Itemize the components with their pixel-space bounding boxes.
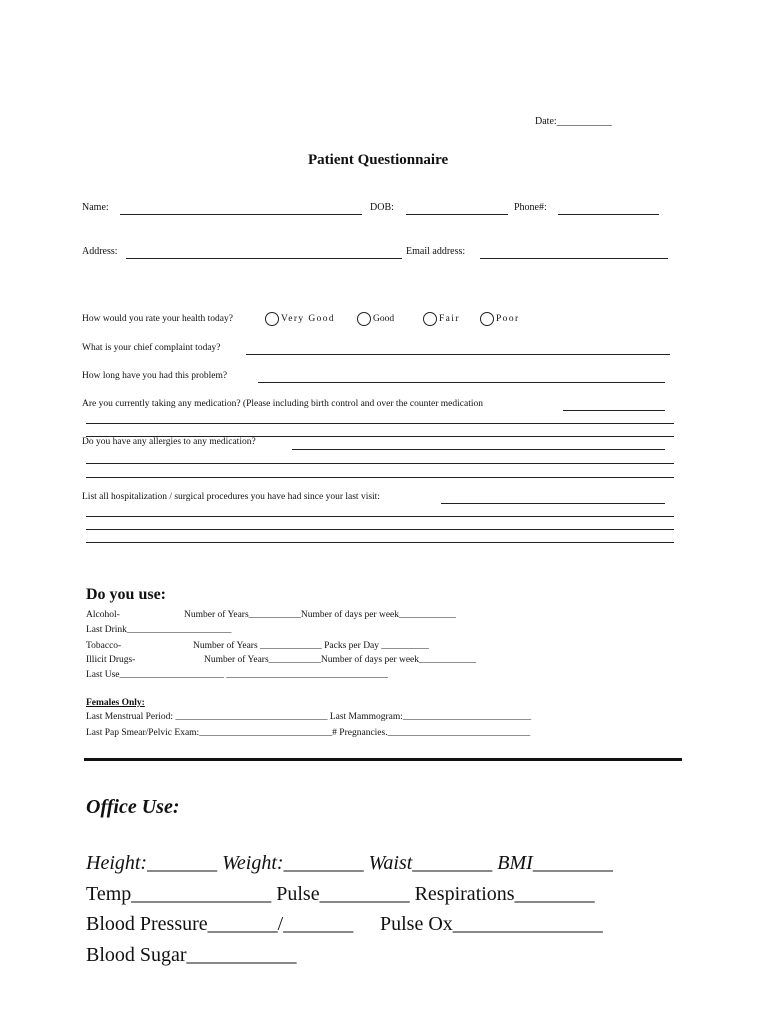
medication-field-1[interactable] xyxy=(563,410,665,411)
radio-icon[interactable] xyxy=(265,312,279,326)
radio-icon[interactable] xyxy=(357,312,371,326)
medication-label: Are you currently taking any medication? (Please including birth control and over the counter medication xyxy=(82,399,483,409)
allergies-label: Do you have any allergies to any medication? xyxy=(82,437,256,447)
tobacco-label: Tobacco- xyxy=(86,641,122,651)
allergies-field-3[interactable] xyxy=(86,477,674,478)
hospitalization-field-4[interactable] xyxy=(86,542,674,543)
pulse-ox-field[interactable]: Pulse Ox_______________ xyxy=(380,913,603,935)
allergies-field-1[interactable] xyxy=(292,449,665,450)
address-field[interactable] xyxy=(126,258,402,259)
email-label: Email address: xyxy=(406,246,466,257)
chief-complaint-label: What is your chief complaint today? xyxy=(82,343,221,353)
chief-complaint-field[interactable] xyxy=(246,354,670,355)
hospitalization-field-3[interactable] xyxy=(86,529,674,530)
illicit-label: Illicit Drugs- xyxy=(86,655,136,665)
radio-icon[interactable] xyxy=(423,312,437,326)
lmp-fields[interactable]: Last Menstrual Period: ________________________________ Last Mammogram:___________________________ xyxy=(86,712,532,722)
option-poor[interactable]: Poor xyxy=(480,312,520,326)
phone-field[interactable] xyxy=(558,214,659,215)
name-field[interactable] xyxy=(120,214,362,215)
radio-icon[interactable] xyxy=(480,312,494,326)
how-long-field[interactable] xyxy=(258,382,665,383)
last-use-field[interactable]: Last Use______________________ __________________________________ xyxy=(86,670,388,680)
health-rating-label: How would you rate your health today? xyxy=(82,314,233,324)
how-long-label: How long have you had this problem? xyxy=(82,371,228,381)
dob-label: DOB: xyxy=(370,202,394,213)
address-label: Address: xyxy=(82,246,118,257)
pap-fields[interactable]: Last Pap Smear/Pelvic Exam:____________________________# Pregnancies.______________________________ xyxy=(86,728,531,738)
name-label: Name: xyxy=(82,202,109,213)
date-field[interactable]: Date:___________ xyxy=(535,116,612,127)
alcohol-label: Alcohol- xyxy=(86,610,120,620)
option-fair[interactable]: Fair xyxy=(423,312,460,326)
allergies-field-2[interactable] xyxy=(86,463,674,464)
section-divider xyxy=(84,758,682,761)
hospitalization-label: List all hospitalization / surgical procedures you have had since your last visit: xyxy=(82,492,380,502)
tobacco-fields[interactable]: Number of Years _____________ Packs per Day __________ xyxy=(193,641,429,651)
medication-field-2[interactable] xyxy=(86,423,674,424)
hospitalization-field-1[interactable] xyxy=(441,503,665,504)
illicit-fields[interactable]: Number of Years___________Number of days per week____________ xyxy=(204,655,477,665)
blood-pressure-field[interactable]: Blood Pressure_______/_______ xyxy=(86,913,354,935)
blood-sugar-field[interactable]: Blood Sugar___________ xyxy=(86,944,297,966)
females-heading: Females Only: xyxy=(86,698,145,708)
email-field[interactable] xyxy=(480,258,668,259)
office-row-vitals[interactable]: Temp______________ Pulse_________ Respirations________ xyxy=(86,883,595,905)
do-you-use-heading: Do you use: xyxy=(86,586,167,603)
health-rating-question xyxy=(82,314,233,324)
option-very-good[interactable]: Very Good xyxy=(265,312,335,326)
hospitalization-field-2[interactable] xyxy=(86,516,674,517)
alcohol-fields[interactable]: Number of Years___________Number of days per week____________ xyxy=(184,610,457,620)
office-row-measurements[interactable]: Height:_______ Weight:________ Waist________ BMI________ xyxy=(86,852,613,874)
page-title: Patient Questionnaire xyxy=(308,152,449,168)
last-drink-field[interactable]: Last Drink______________________ xyxy=(86,625,232,635)
option-good[interactable]: Good xyxy=(357,312,394,326)
dob-field[interactable] xyxy=(406,214,508,215)
phone-label: Phone#: xyxy=(514,202,547,213)
office-use-heading: Office Use: xyxy=(86,796,180,818)
